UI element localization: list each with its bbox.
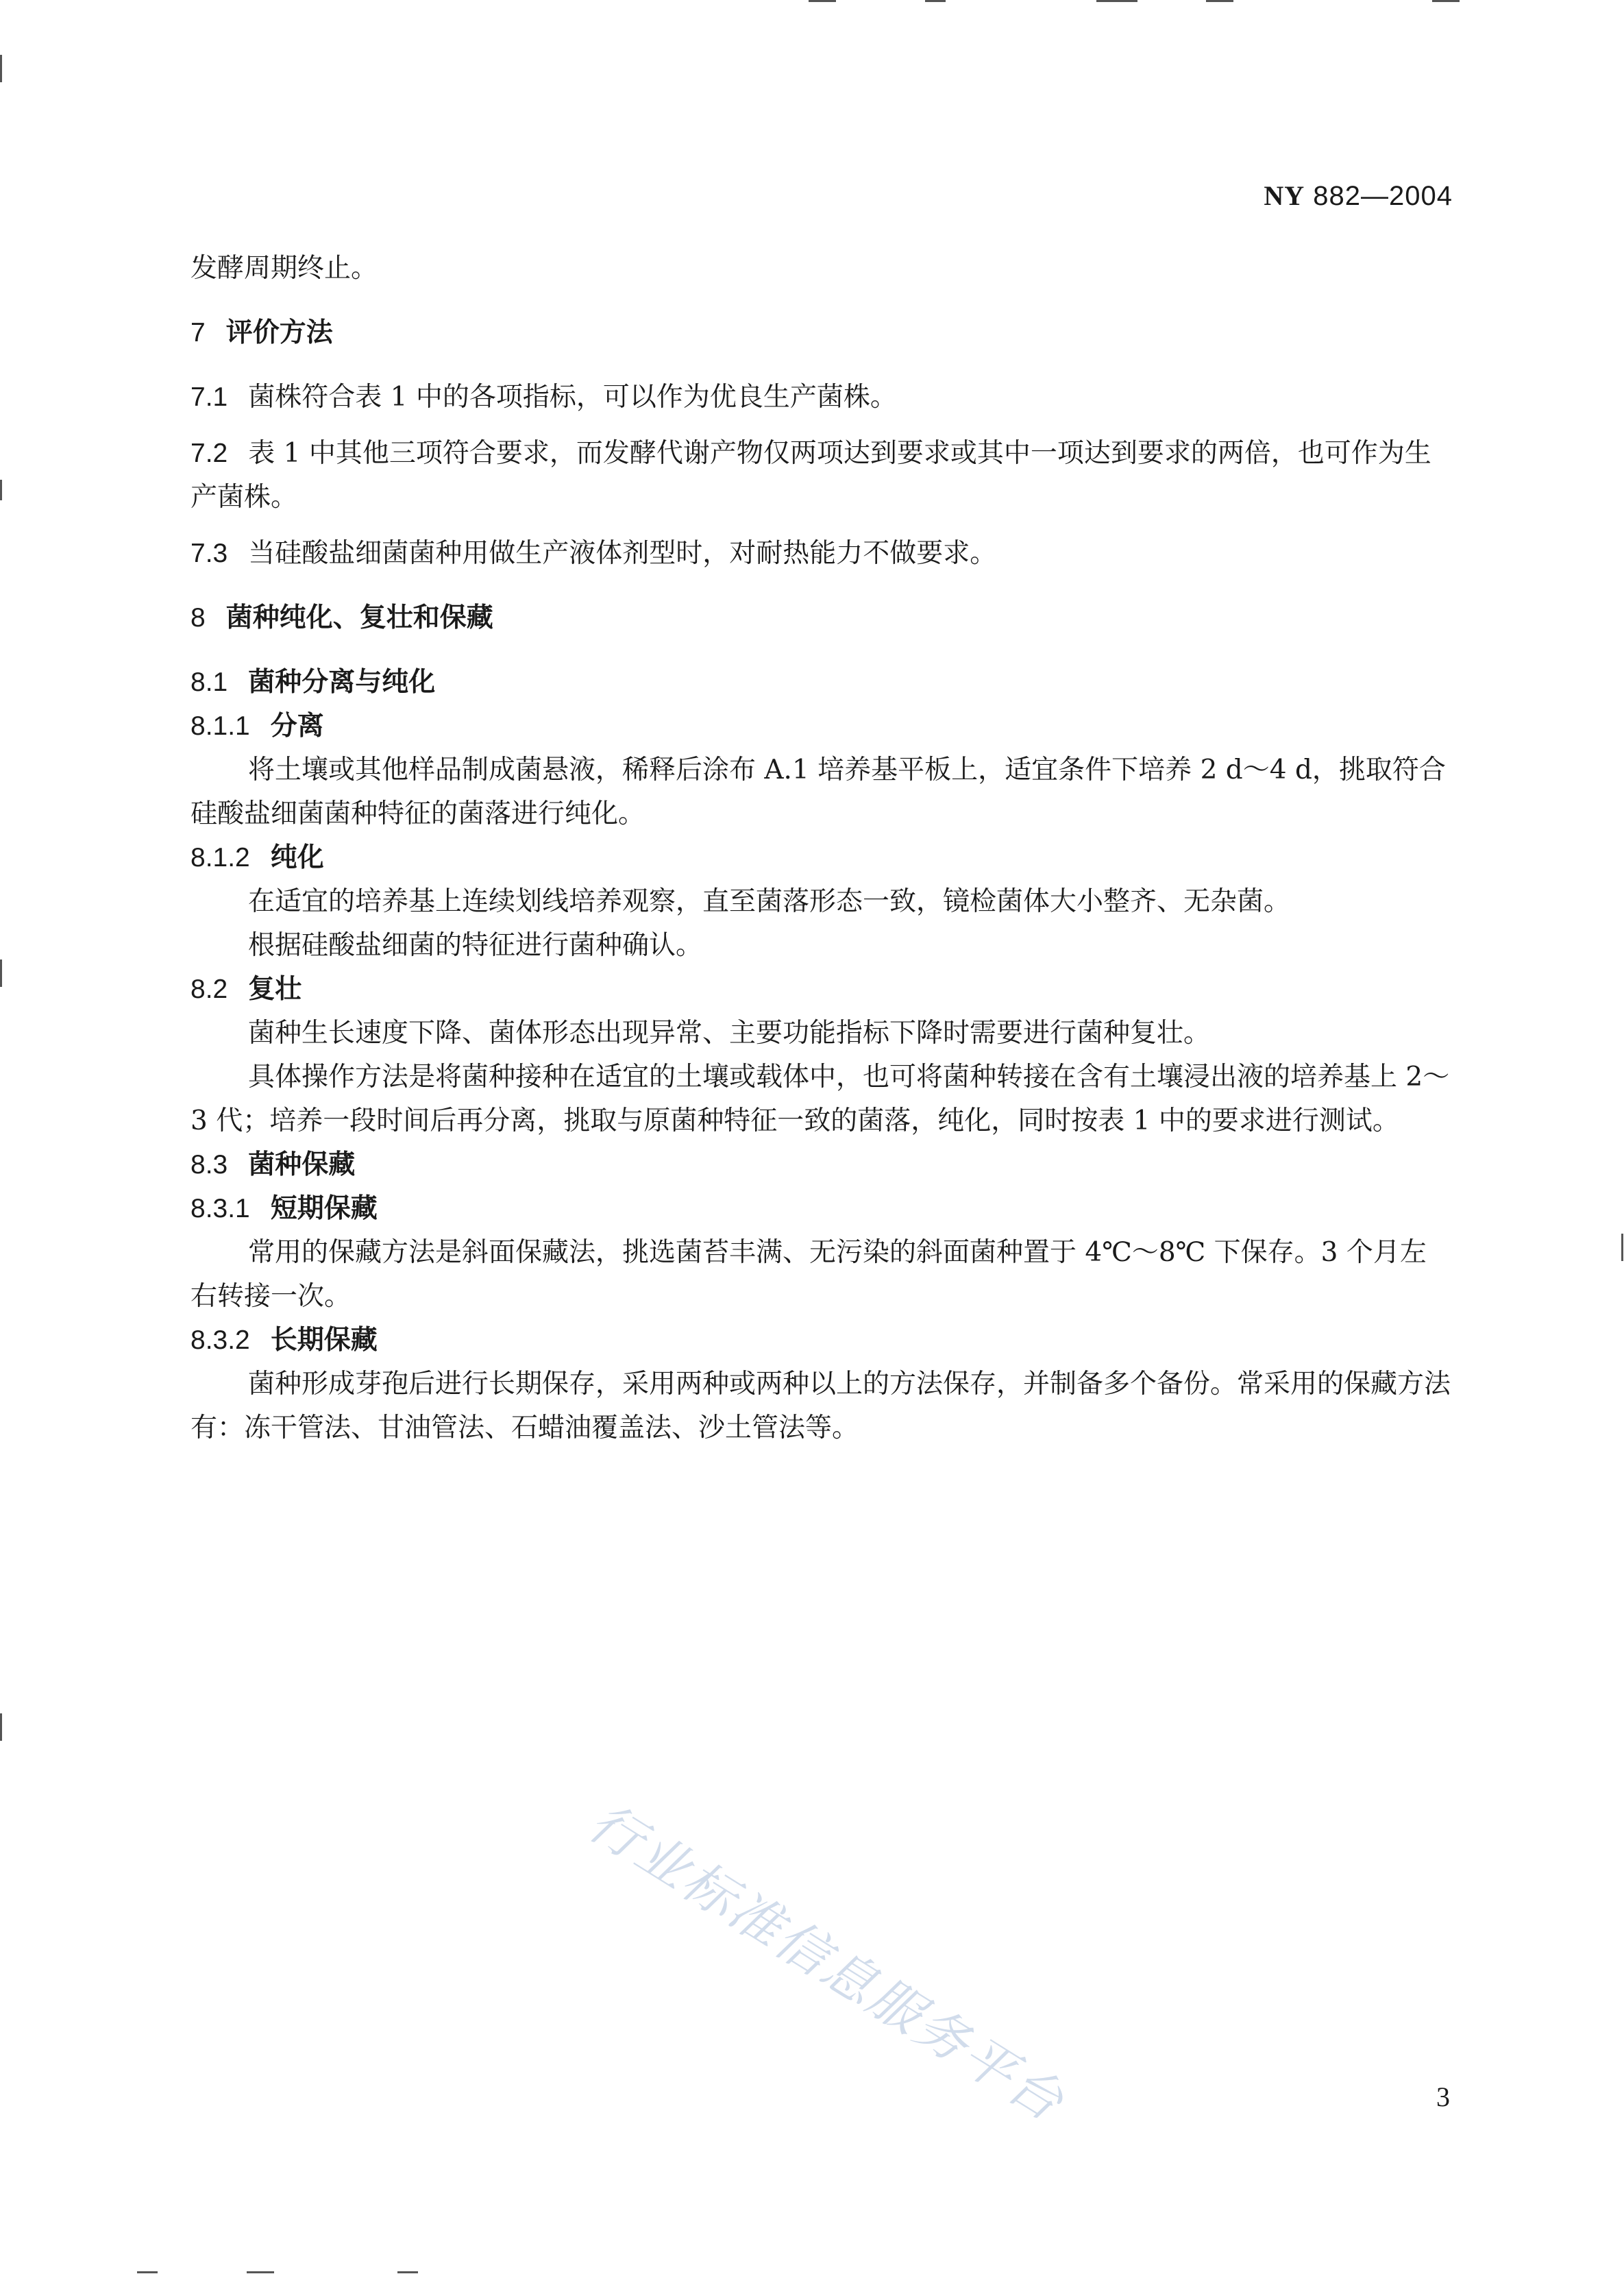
scan-mark: [925, 0, 946, 2]
section-heading-7: 7 评价方法: [190, 317, 333, 348]
clause-7-1: 7.1 菌株符合表 1 中的各项指标，可以作为优良生产菌株。: [190, 382, 897, 413]
section-heading-8-1-1: 8.1.1 分离: [190, 711, 324, 742]
watermark: 行业标准信息服务平台: [578, 1791, 1076, 2134]
section-heading-8-2: 8.2 复壮: [190, 974, 302, 1005]
scan-mark: [1206, 0, 1233, 2]
paragraph: 菌种生长速度下降、菌体形态出现异常、主要功能指标下降时需要进行菌种复壮。: [248, 1018, 1211, 1049]
scan-mark: [0, 1713, 2, 1741]
paragraph: 在适宜的培养基上连续划线培养观察，直至菌落形态一致，镜检菌体大小整齐、无杂菌。: [248, 886, 1291, 917]
scan-mark: [247, 2271, 274, 2273]
clause-7-2: 7.2 表 1 中其他三项符合要求，而发酵代谢产物仅两项达到要求或其中一项达到要求的两倍，也可作为生产菌株。: [190, 438, 1431, 513]
scan-mark: [0, 55, 2, 82]
page-number: 3: [1436, 2081, 1450, 2112]
paragraph: 根据硅酸盐细菌的特征进行菌种确认。: [248, 930, 703, 961]
scan-mark: [809, 0, 836, 2]
section-heading-8-3: 8.3 菌种保藏: [190, 1149, 356, 1180]
scan-mark: [1096, 0, 1137, 2]
scan-mark: [397, 2271, 418, 2273]
scan-mark: [0, 480, 2, 500]
scan-mark: [1621, 1234, 1623, 1261]
scan-mark: [1432, 0, 1460, 2]
paragraph: 具体操作方法是将菌种接种在适宜的土壤或载体中，也可将菌种转接在含有土壤浸出液的培养基上 2～3 代；培养一段时间后再分离，挑取与原菌种特征一致的菌落，纯化，同时按表 1 中的要求进行测试。: [190, 1062, 1450, 1136]
paragraph: 常用的保藏方法是斜面保藏法，挑选菌苔丰满、无污染的斜面菌种置于 4℃～8℃ 下保存。3 个月左右转接一次。: [190, 1237, 1427, 1312]
section-heading-8-1-2: 8.1.2 纯化: [190, 842, 324, 873]
paragraph: 将土壤或其他样品制成菌悬液，稀释后涂布 A.1 培养基平板上，适宜条件下培养 2 d～4 d，挑取符合硅酸盐细菌菌种特征的菌落进行纯化。: [190, 755, 1446, 829]
section-heading-8-3-2: 8.3.2 长期保藏: [190, 1325, 378, 1356]
paragraph: 发酵周期终止。: [190, 253, 378, 284]
document-body: [190, 247, 1451, 1450]
section-heading-8: 8 菌种纯化、复壮和保藏: [190, 602, 493, 633]
section-heading-8-1: 8.1 菌种分离与纯化: [190, 667, 436, 698]
scan-mark: [0, 959, 2, 987]
paragraph: 菌种形成芽孢后进行长期保存，采用两种或两种以上的方法保存，并制备多个备份。常采用的保藏方法有：冻干管法、甘油管法、石蜡油覆盖法、沙土管法等。: [190, 1369, 1451, 1443]
section-heading-8-3-1: 8.3.1 短期保藏: [190, 1193, 378, 1224]
clause-7-3: 7.3 当硅酸盐细菌菌种用做生产液体剂型时，对耐热能力不做要求。: [190, 538, 997, 569]
scan-mark: [137, 2271, 158, 2273]
document-code: NY 882—2004: [1264, 180, 1453, 211]
